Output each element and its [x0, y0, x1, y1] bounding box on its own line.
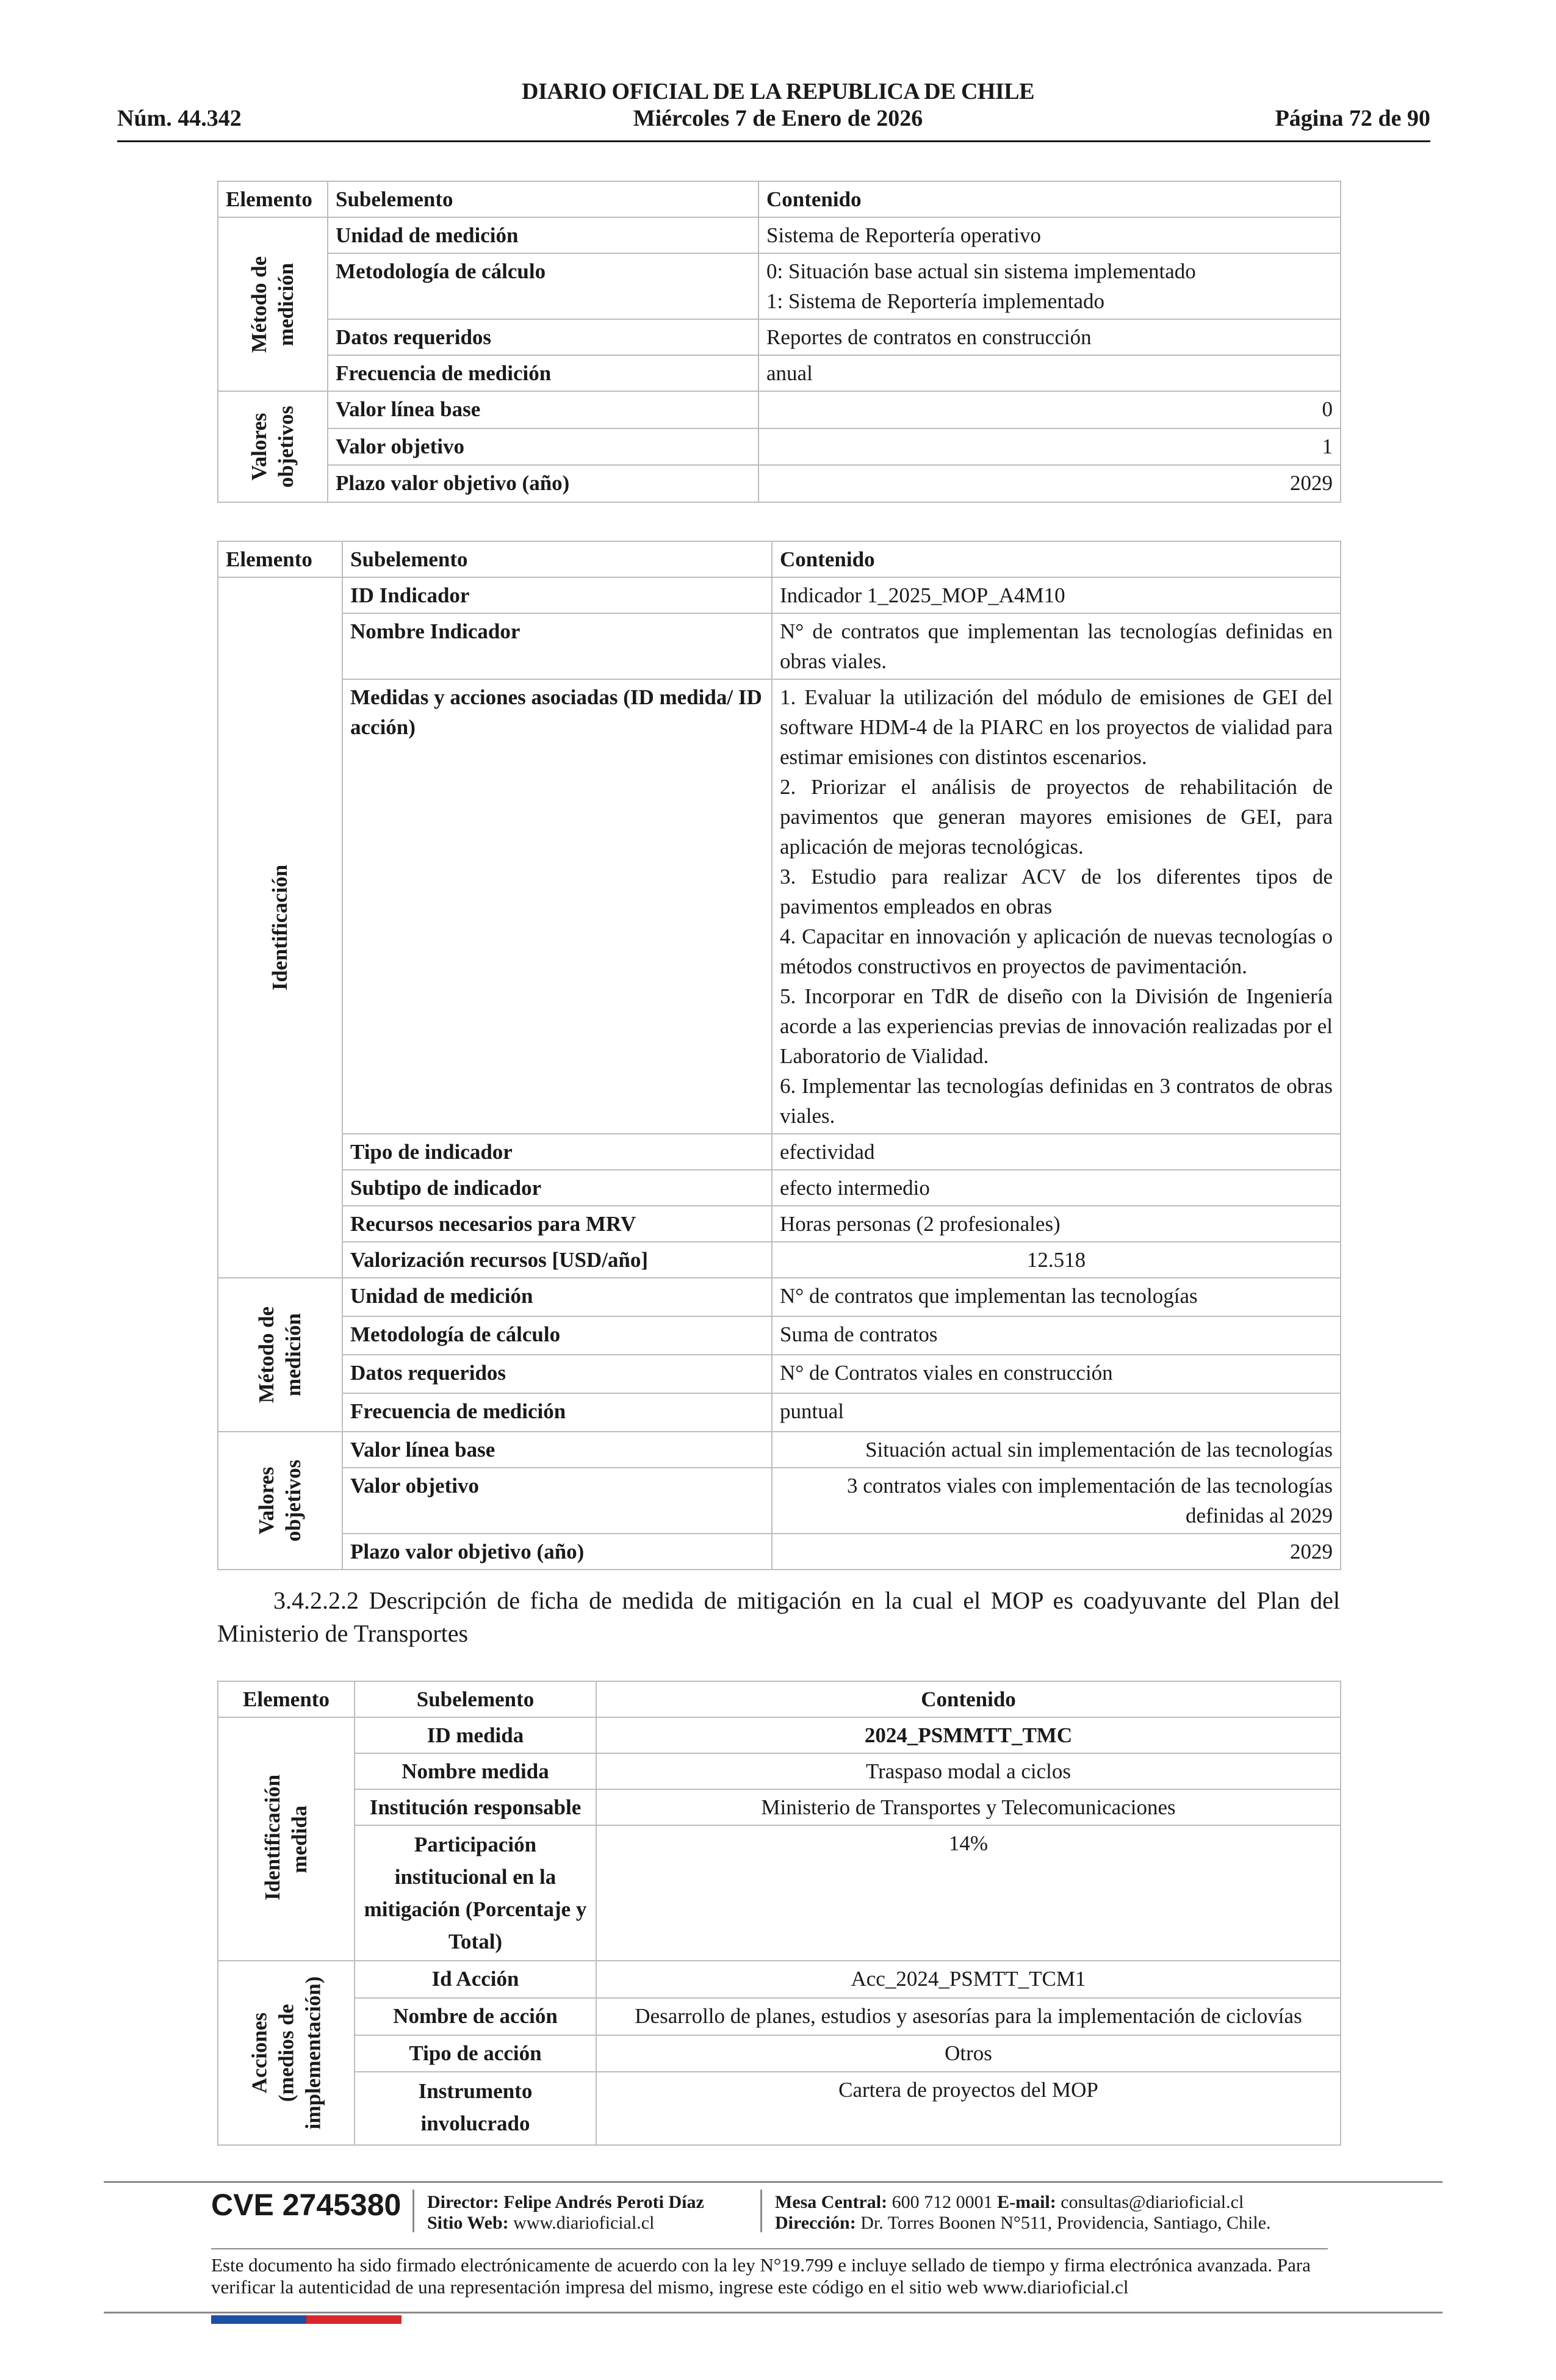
content-value: Desarrollo de planes, estudios y asesorías para la implementación de ciclovías	[596, 1998, 1341, 2035]
footer-contact-block	[775, 2192, 1271, 2234]
subelement-label: ID medida	[355, 1717, 596, 1753]
subelement-label: Frecuencia de medición	[328, 355, 758, 391]
subelement-label: Tipo de acción	[355, 2035, 596, 2072]
content-value: efecto intermedio	[772, 1170, 1341, 1206]
table-indicator-1	[217, 541, 1341, 1570]
table-row	[218, 2035, 1341, 2072]
header-rule	[117, 140, 1430, 142]
table-row	[218, 2072, 1341, 2145]
table-row	[218, 1170, 1341, 1206]
subelement-label: Frecuencia de medición	[342, 1393, 772, 1432]
content-value: 2029	[758, 465, 1341, 502]
content-value: Sistema de Reportería operativo	[758, 217, 1341, 253]
col-header-elemento: Elemento	[218, 1681, 355, 1717]
content-value: 12.518	[772, 1242, 1341, 1278]
table-measure-mitigation	[217, 1681, 1341, 2146]
table-row	[218, 1242, 1341, 1278]
content-value: Otros	[596, 2035, 1341, 2072]
footer-rule-bottom	[104, 2312, 1443, 2313]
group-valores-objetivos: Valores objetivos	[218, 391, 328, 502]
footer-rule-top	[104, 2181, 1443, 2183]
table-row	[218, 1206, 1341, 1242]
email-label: E-mail:	[997, 2192, 1056, 2212]
content-line: 1: Sistema de Reportería implementado	[766, 289, 1105, 313]
group-metodo-medicion: Método de medición	[218, 1278, 342, 1432]
action-item: 3. Estudio para realizar ACV de los diferentes tipos de pavimentos empleados en obras	[780, 865, 1333, 918]
content-value: Ministerio de Transportes y Telecomunicaciones	[596, 1789, 1341, 1825]
email-link[interactable]: consultas@diarioficial.cl	[1061, 2192, 1244, 2212]
footer-rule-middle	[211, 2248, 1328, 2249]
group-identificacion: Identificación	[218, 577, 342, 1278]
content-value: Situación actual sin implementación de las tecnologías	[772, 1432, 1341, 1468]
subelement-label: ID Indicador	[342, 577, 772, 613]
table-header-row	[218, 181, 1341, 217]
subelement-label: Valorización recursos [USD/año]	[342, 1242, 772, 1278]
signature-note: Este documento ha sido firmado electrónicamente de acuerdo con la ley N°19.799 e incluye sellado de tiempo y firma electrónica avanzada. Para verificar la autenticidad de una representación impresa del mismo, ingrese este código en el sitio web www.diarioficial.cl	[211, 2254, 1311, 2298]
table-row	[218, 355, 1341, 391]
cve-code: CVE 2745380	[211, 2188, 402, 2222]
group-metodo-medicion: Método de medición	[218, 217, 328, 391]
subelement-label: Unidad de medición	[342, 1278, 772, 1316]
subelement-label: Valor objetivo	[328, 428, 758, 466]
subelement-label: Datos requeridos	[328, 319, 758, 355]
subelement-label: Valor línea base	[342, 1432, 772, 1468]
content-value: 0	[758, 391, 1341, 428]
table-row	[218, 1316, 1341, 1355]
mesa-label: Mesa Central:	[775, 2192, 888, 2212]
group-acciones: Acciones (medios de implementación)	[218, 1961, 355, 2145]
table-row	[218, 1432, 1341, 1468]
content-value: Indicador 1_2025_MOP_A4M10	[772, 577, 1341, 613]
subelement-label: Plazo valor objetivo (año)	[342, 1534, 772, 1570]
subelement-label: Recursos necesarios para MRV	[342, 1206, 772, 1242]
col-header-contenido: Contenido	[758, 181, 1341, 217]
table-row	[218, 391, 1341, 428]
col-header-subelemento: Subelemento	[328, 181, 758, 217]
content-value: Acc_2024_PSMTT_TCM1	[596, 1961, 1341, 1998]
content-value: 14%	[596, 1825, 1341, 1961]
content-value: Traspaso modal a ciclos	[596, 1753, 1341, 1789]
subelement-label: Metodología de cálculo	[342, 1316, 772, 1355]
group-identificacion-medida: Identificación medida	[218, 1717, 355, 1961]
table-row	[218, 1789, 1341, 1825]
table-row	[218, 1753, 1341, 1789]
content-value: 2029	[772, 1534, 1341, 1570]
content-value: puntual	[772, 1393, 1341, 1432]
action-item: 4. Capacitar en innovación y aplicación de nuevas tecnologías o métodos constructivos en proyectos de pavimentación.	[780, 925, 1333, 978]
table-row	[218, 465, 1341, 502]
content-value: 1	[758, 428, 1341, 466]
subelement-label: Valor línea base	[328, 391, 758, 428]
footer-director-block	[427, 2192, 704, 2234]
table-header-row	[218, 1681, 1341, 1717]
group-valores-objetivos: Valores objetivos	[218, 1432, 342, 1570]
flag-stripe-red	[306, 2315, 402, 2324]
subelement-label: Medidas y acciones asociadas (ID medida/ ID acción)	[342, 679, 772, 1134]
content-value: anual	[758, 355, 1341, 391]
publication-title: DIARIO OFICIAL DE LA REPUBLICA DE CHILE	[522, 79, 1034, 104]
address-label: Dirección:	[775, 2213, 856, 2233]
subelement-label: Instrumento involucrado	[355, 2072, 596, 2145]
content-value: N° de contratos que implementan las tecnologías definidas en obras viales.	[772, 613, 1341, 679]
table-row	[218, 1355, 1341, 1393]
table-row	[218, 613, 1341, 679]
subelement-label: Nombre de acción	[355, 1998, 596, 2035]
table-row	[218, 217, 1341, 253]
footer-separator	[412, 2190, 414, 2232]
issue-date: Miércoles 7 de Enero de 2026	[633, 106, 923, 131]
action-item: 2. Priorizar el análisis de proyectos de rehabilitación de pavimentos que generan mayores emisiones de GEI, para aplicación de mejoras tecnológicas.	[780, 775, 1333, 859]
content-value	[758, 253, 1341, 319]
col-header-contenido: Contenido	[772, 541, 1341, 577]
subelement-label: Participación institucional en la mitigación (Porcentaje y Total)	[355, 1825, 596, 1961]
mesa-phone: 600 712 0001	[891, 2192, 993, 2212]
action-item: 6. Implementar las tecnologías definidas en 3 contratos de obras viales.	[780, 1074, 1333, 1128]
subelement-label: Unidad de medición	[328, 217, 758, 253]
content-value: Horas personas (2 profesionales)	[772, 1206, 1341, 1242]
footer-separator	[760, 2190, 762, 2232]
subelement-label: Id Acción	[355, 1961, 596, 1998]
col-header-elemento: Elemento	[218, 181, 328, 217]
action-item: 5. Incorporar en TdR de diseño con la División de Ingeniería acorde a las experiencias previas de innovación realizadas por el Laboratorio de Vialidad.	[780, 984, 1333, 1068]
subelement-label: Valor objetivo	[342, 1468, 772, 1534]
col-header-contenido: Contenido	[596, 1681, 1341, 1717]
table-row	[218, 1534, 1341, 1570]
address-text: Dr. Torres Boonen N°511, Providencia, Santiago, Chile.	[860, 2213, 1271, 2233]
subelement-label: Metodología de cálculo	[328, 253, 758, 319]
content-line: 0: Situación base actual sin sistema implementado	[766, 259, 1196, 283]
col-header-subelemento: Subelemento	[355, 1681, 596, 1717]
content-value: N° de Contratos viales en construcción	[772, 1355, 1341, 1393]
table-row	[218, 1393, 1341, 1432]
table-row	[218, 1468, 1341, 1534]
subelement-label: Subtipo de indicador	[342, 1170, 772, 1206]
table-row	[218, 1825, 1341, 1961]
table-row	[218, 253, 1341, 319]
table-indicator-continuation	[217, 181, 1341, 503]
table-row	[218, 1134, 1341, 1170]
table-row	[218, 577, 1341, 613]
content-value: Cartera de proyectos del MOP	[596, 2072, 1341, 2145]
col-header-elemento: Elemento	[218, 541, 342, 577]
content-value	[772, 679, 1341, 1134]
table-row	[218, 679, 1341, 1134]
content-value: Reportes de contratos en construcción	[758, 319, 1341, 355]
subelement-label: Plazo valor objetivo (año)	[328, 465, 758, 502]
section-heading: 3.4.2.2.2 Descripción de ficha de medida de mitigación en la cual el MOP es coadyuvante del Plan del Ministerio de Transportes	[217, 1587, 1340, 1647]
subelement-label: Nombre Indicador	[342, 613, 772, 679]
col-header-subelemento: Subelemento	[342, 541, 772, 577]
content-value: 2024_PSMMTT_TMC	[596, 1717, 1341, 1753]
subelement-label: Tipo de indicador	[342, 1134, 772, 1170]
subelement-label: Nombre medida	[355, 1753, 596, 1789]
table-row	[218, 428, 1341, 466]
content-value: efectividad	[772, 1134, 1341, 1170]
table-header-row	[218, 541, 1341, 577]
table-row	[218, 1998, 1341, 2035]
table-row	[218, 1717, 1341, 1753]
page-number: Página 72 de 90	[1275, 106, 1430, 131]
table-row	[218, 1961, 1341, 1998]
director-label: Director:	[427, 2192, 499, 2212]
web-label: Sitio Web:	[427, 2213, 509, 2233]
subelement-label: Datos requeridos	[342, 1355, 772, 1393]
subelement-label: Institución responsable	[355, 1789, 596, 1825]
flag-stripe-blue	[211, 2315, 306, 2324]
web-link[interactable]: www.diarioficial.cl	[513, 2213, 655, 2233]
director-name: Felipe Andrés Peroti Díaz	[503, 2192, 704, 2212]
table-row	[218, 1278, 1341, 1316]
content-value: 3 contratos viales con implementación de las tecnologías definidas al 2029	[772, 1468, 1341, 1534]
issue-number: Núm. 44.342	[117, 106, 242, 131]
table-row	[218, 319, 1341, 355]
content-value: N° de contratos que implementan las tecnologías	[772, 1278, 1341, 1316]
action-item: 1. Evaluar la utilización del módulo de emisiones de GEI del software HDM-4 de la PIARC en los proyectos de vialidad para estimar emisiones con distintos escenarios.	[780, 685, 1333, 769]
content-value: Suma de contratos	[772, 1316, 1341, 1355]
